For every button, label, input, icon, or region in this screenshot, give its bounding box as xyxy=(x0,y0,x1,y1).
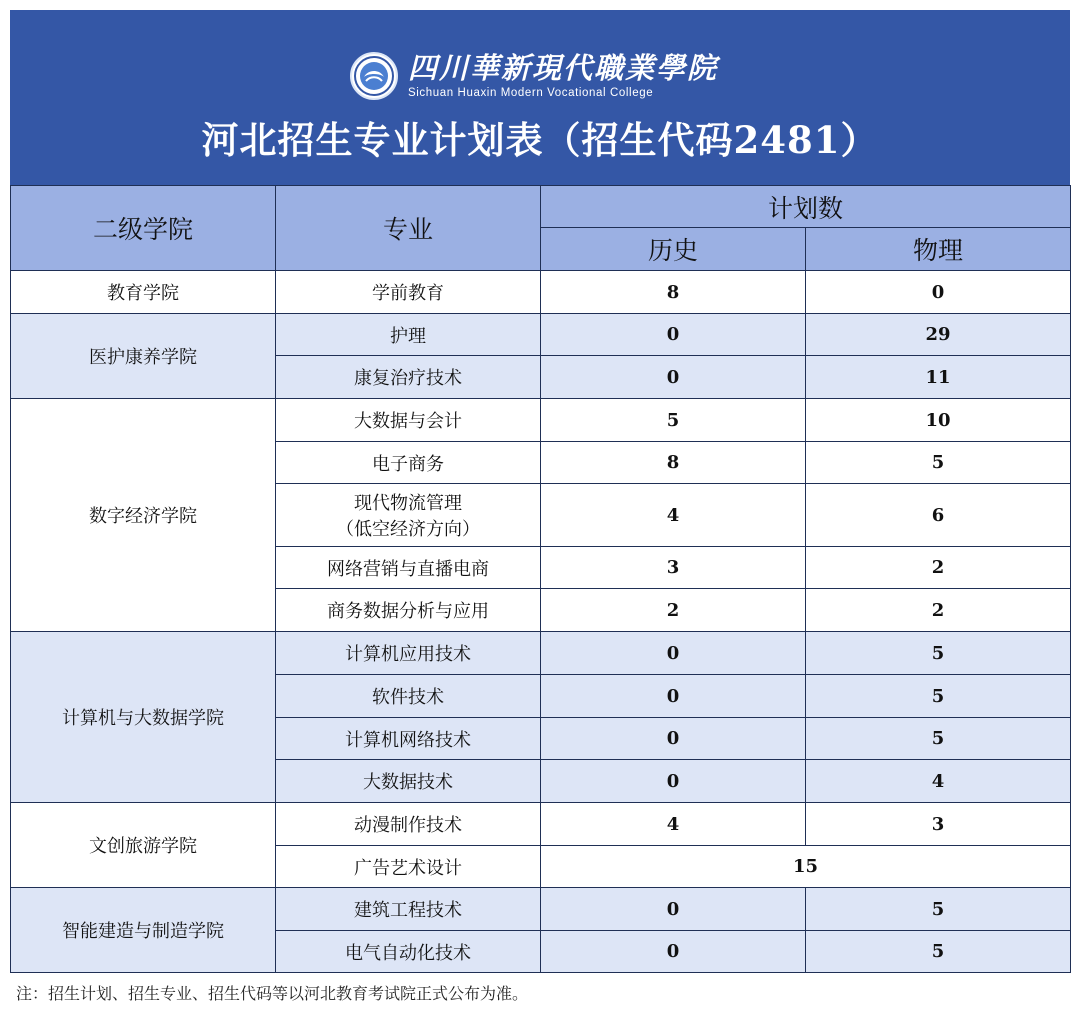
major-cell: 电气自动化技术 xyxy=(276,931,541,973)
physics-count: 11 xyxy=(806,356,1071,399)
physics-count: 6 xyxy=(806,484,1071,547)
history-count: 0 xyxy=(541,632,806,675)
page xyxy=(10,10,1070,1015)
major-cell: 计算机网络技术 xyxy=(276,718,541,760)
history-count: 2 xyxy=(541,589,806,632)
header-history: 历史 xyxy=(541,228,806,271)
page-title: 河北招生专业计划表（招生代码2481） xyxy=(201,118,879,162)
header-major: 专业 xyxy=(276,186,541,271)
major-cell: 商务数据分析与应用 xyxy=(276,589,541,632)
history-count: 0 xyxy=(541,314,806,356)
major-cell: 计算机应用技术 xyxy=(276,632,541,675)
school-cell: 计算机与大数据学院 xyxy=(11,632,276,803)
history-count: 8 xyxy=(541,271,806,314)
major-cell: 动漫制作技术 xyxy=(276,803,541,846)
school-cell: 智能建造与制造学院 xyxy=(11,888,276,973)
table-row xyxy=(11,271,1071,314)
history-count: 3 xyxy=(541,547,806,589)
college-logo xyxy=(350,46,718,106)
major-cell: 大数据技术 xyxy=(276,760,541,803)
college-name-en: Sichuan Huaxin Modern Vocational College xyxy=(408,87,654,99)
physics-count: 5 xyxy=(806,675,1071,718)
history-count: 0 xyxy=(541,718,806,760)
major-line: 现代物流管理 xyxy=(354,493,462,514)
history-count: 0 xyxy=(541,356,806,399)
physics-count: 2 xyxy=(806,589,1071,632)
header-plan: 计划数 xyxy=(541,186,1071,228)
physics-count: 5 xyxy=(806,632,1071,675)
total-count: 15 xyxy=(541,846,1071,888)
major-cell: 建筑工程技术 xyxy=(276,888,541,931)
table-row xyxy=(11,399,1071,442)
physics-count: 5 xyxy=(806,931,1071,973)
major-cell: 护理 xyxy=(276,314,541,356)
table-row xyxy=(11,888,1071,931)
footnote: 注：招生计划、招生专业、招生代码等以河北教育考试院正式公布为准。 xyxy=(16,984,529,1003)
major-cell: 康复治疗技术 xyxy=(276,356,541,399)
table-row xyxy=(11,803,1071,846)
table-row xyxy=(11,632,1071,675)
school-cell: 医护康养学院 xyxy=(11,314,276,399)
major-cell: 网络营销与直播电商 xyxy=(276,547,541,589)
major-cell: 电子商务 xyxy=(276,442,541,484)
physics-count: 4 xyxy=(806,760,1071,803)
physics-count: 5 xyxy=(806,442,1071,484)
history-count: 0 xyxy=(541,888,806,931)
physics-count: 5 xyxy=(806,718,1071,760)
header-banner xyxy=(10,10,1070,185)
major-cell: 大数据与会计 xyxy=(276,399,541,442)
school-cell: 教育学院 xyxy=(11,271,276,314)
college-emblem-icon xyxy=(350,52,398,100)
history-count: 0 xyxy=(541,760,806,803)
history-count: 0 xyxy=(541,675,806,718)
major-line-2: （低空经济方向） xyxy=(336,519,480,540)
physics-count: 10 xyxy=(806,399,1071,442)
major-cell xyxy=(276,484,541,547)
school-cell: 数字经济学院 xyxy=(11,399,276,632)
physics-count: 0 xyxy=(806,271,1071,314)
physics-count: 5 xyxy=(806,888,1071,931)
header-school: 二级学院 xyxy=(11,186,276,271)
history-count: 4 xyxy=(541,803,806,846)
history-count: 8 xyxy=(541,442,806,484)
college-name-cn: 四川華新現代職業學院 xyxy=(408,51,719,85)
history-count: 5 xyxy=(541,399,806,442)
major-cell: 广告艺术设计 xyxy=(276,846,541,888)
history-count: 4 xyxy=(541,484,806,547)
enrollment-plan-table xyxy=(10,185,1071,973)
physics-count: 3 xyxy=(806,803,1071,846)
header-physics: 物理 xyxy=(806,228,1071,271)
table-row xyxy=(11,314,1071,356)
physics-count: 29 xyxy=(806,314,1071,356)
history-count: 0 xyxy=(541,931,806,973)
major-cell: 学前教育 xyxy=(276,271,541,314)
school-cell: 文创旅游学院 xyxy=(11,803,276,888)
major-cell: 软件技术 xyxy=(276,675,541,718)
college-name xyxy=(408,52,718,100)
physics-count: 2 xyxy=(806,547,1071,589)
